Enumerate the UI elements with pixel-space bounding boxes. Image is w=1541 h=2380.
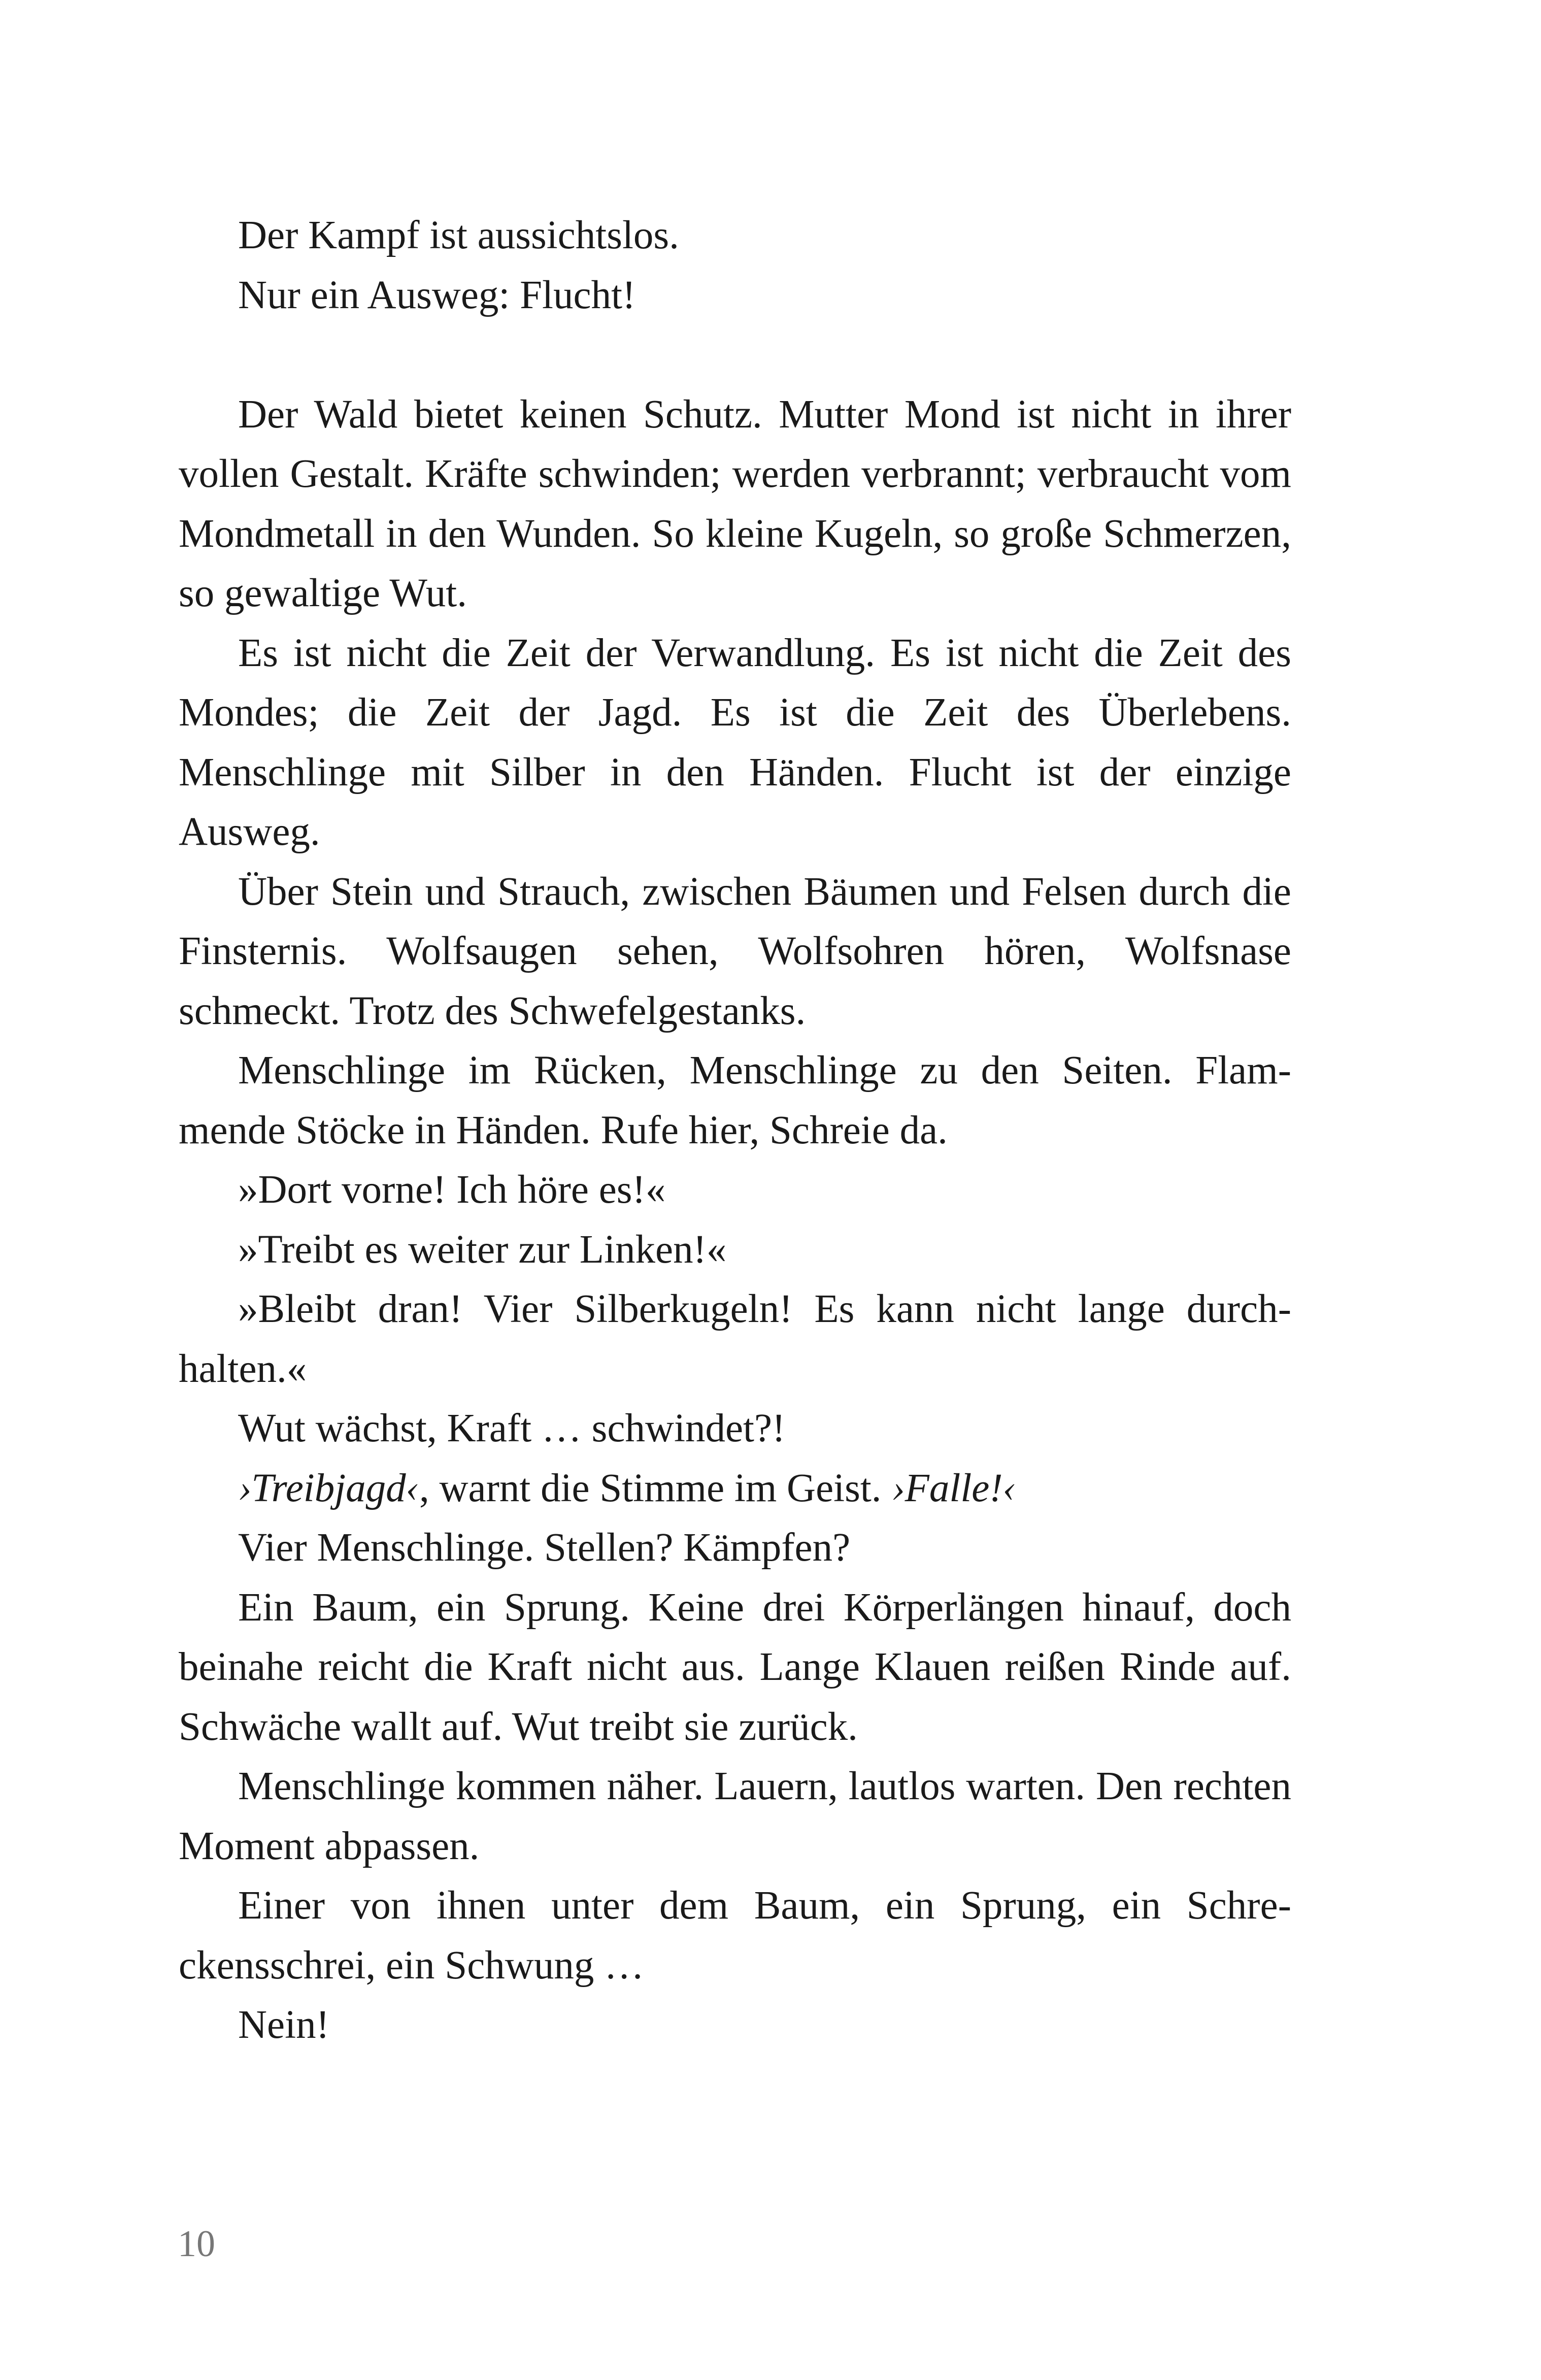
- paragraph: Menschlinge im Rücken, Menschlinge zu den Seiten. Flammende Stöcke in Händen. Rufe hier, Schreie da.: [179, 1048, 1291, 1152]
- body-text: [179, 206, 1291, 2055]
- paragraph: Der Wald bietet keinen Schutz. Mutter Mond ist nicht in ihrer vollen Gestalt. Kräfte schwinden; werden verbrannt; verbraucht vom Mondmetall in den Wunden. So kleine Kugeln, so große Schmerzen, so gewaltige Wut.: [179, 392, 1291, 615]
- inner-voice-text: , warnt die Stimme im Geist.: [419, 1466, 892, 1510]
- paragraph: Über Stein und Strauch, zwischen Bäumen und Felsen durch die Finsternis. Wolfsaugen sehen, Wolfsohren hören, Wolfsnase schmeckt. Trotz des Schwefelgestanks.: [179, 869, 1291, 1033]
- inner-voice-line: [179, 1459, 1291, 1518]
- paragraph: Der Kampf ist aussichtslos.: [238, 213, 679, 257]
- paragraph: Wut wächst, Kraft … schwindet?!: [238, 1406, 786, 1450]
- dialogue-line: »Bleibt dran! Vier Silberkugeln! Es kann nicht lange durchhalten.«: [179, 1287, 1291, 1391]
- paragraph: Nur ein Ausweg: Flucht!: [238, 273, 636, 317]
- paragraph: Nein!: [238, 2003, 329, 2047]
- paragraph: Menschlinge kommen näher. Lauern, lautlos warten. Den rechten Moment abpassen.: [179, 1764, 1291, 1868]
- paragraph: Ein Baum, ein Sprung. Keine drei Körperlängen hinauf, doch beinahe reicht die Kraft nicht aus. Lange Klauen reißen Rinde auf. Schwäche wallt auf. Wut treibt sie zurück.: [179, 1585, 1291, 1749]
- italic-phrase: ›Falle!‹: [891, 1466, 1016, 1510]
- dialogue-line: »Treibt es weiter zur Linken!«: [238, 1227, 727, 1272]
- page-number: 10: [178, 2223, 215, 2265]
- paragraph: Einer von ihnen unter dem Baum, ein Sprung, ein Schreckensschrei, ein Schwung …: [179, 1883, 1291, 1988]
- italic-phrase: ›Treibjagd‹: [238, 1466, 419, 1510]
- paragraph: Es ist nicht die Zeit der Verwandlung. Es ist nicht die Zeit des Mondes; die Zeit der Jagd. Es ist die Zeit des Überlebens. Menschlinge mit Silber in den Händen. Flucht ist der einzige Ausweg.: [179, 631, 1291, 854]
- dialogue-line: »Dort vorne! Ich höre es!«: [238, 1168, 666, 1212]
- paragraph: Vier Menschlinge. Stellen? Kämpfen?: [238, 1526, 851, 1570]
